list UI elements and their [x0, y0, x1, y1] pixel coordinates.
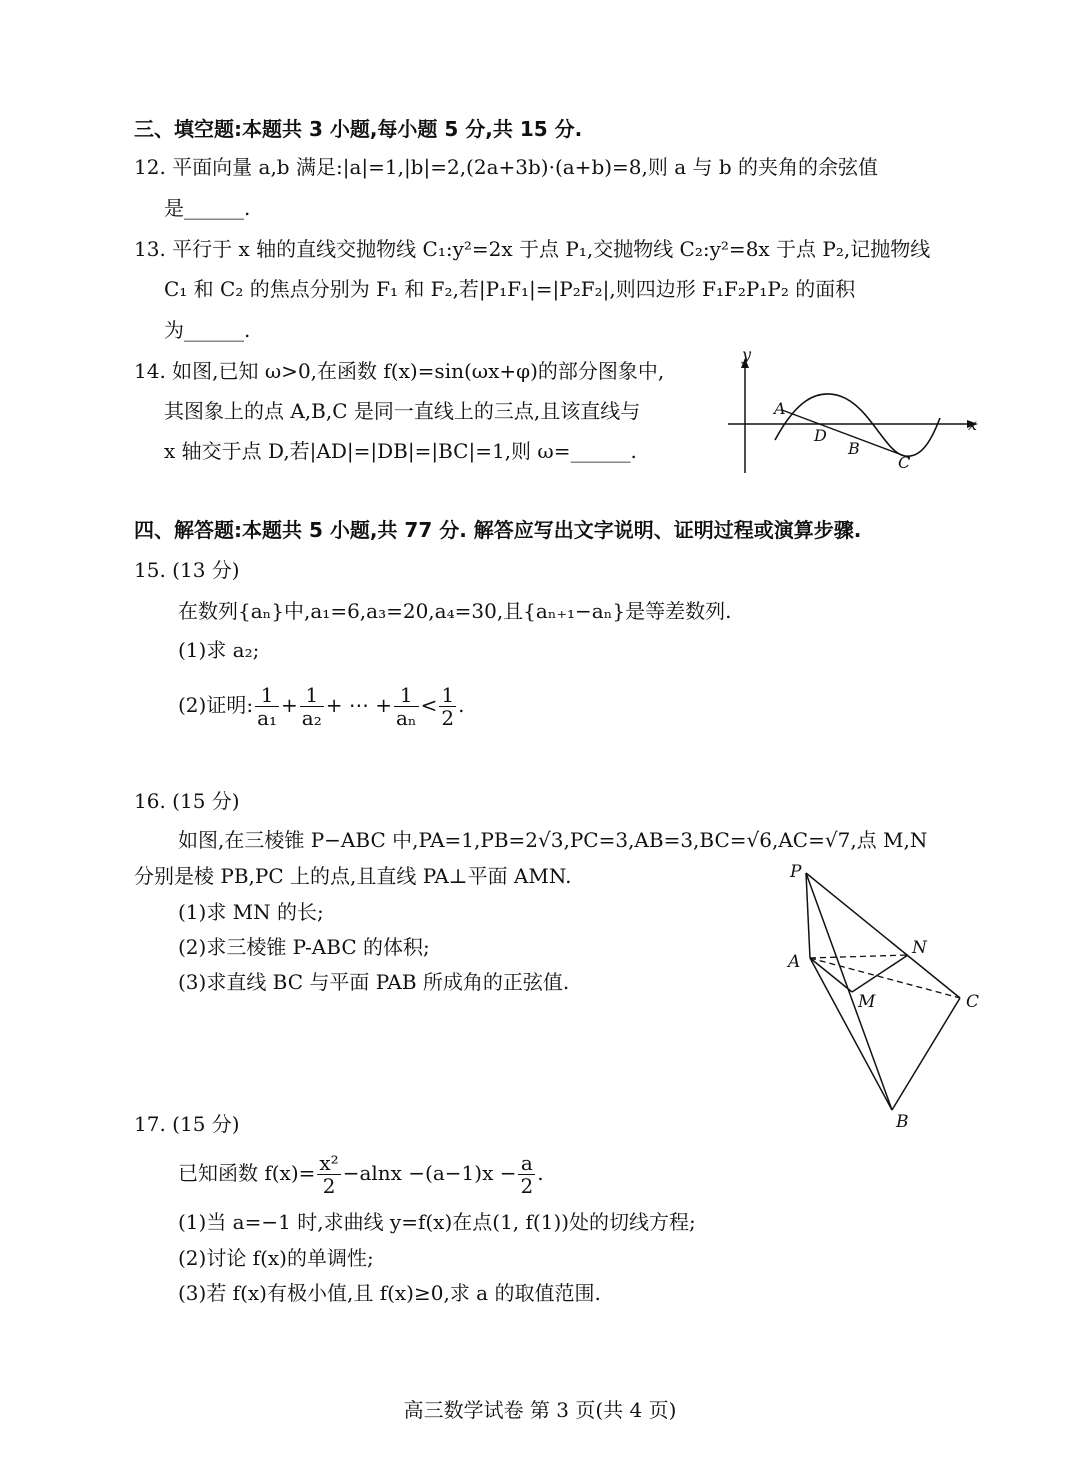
q16-pyramid-figure — [780, 855, 990, 1135]
q17-stem: 已知函数 f(x)= $\frac{\text{x²}}{2}$ −alnx −(a−1)x − $\frac{a}{2}$ . — [178, 1151, 544, 1198]
q13-line1: 13. 平行于 x 轴的直线交抛物线 C₁:y²=2x 于点 P₁,交抛物线 C₂:y²=8x 于点 P₂,记抛物线 — [134, 237, 931, 261]
q13-line2: C₁ 和 C₂ 的焦点分别为 F₁ 和 F₂,若|P₁F₁|=|P₂F₂|,则四边形 F₁F₂P₁P₂ 的面积 — [164, 277, 856, 301]
q13-line3: 为______. — [164, 318, 251, 342]
q14-line2: 其图象上的点 A,B,C 是同一直线上的三点,且该直线与 — [164, 399, 641, 423]
q15-title: 15. (13 分) — [134, 558, 240, 582]
fig14-label-y: y — [742, 348, 752, 364]
q15-part1: (1)求 a₂; — [178, 638, 260, 662]
q16-part3: (3)求直线 BC 与平面 PAB 所成角的正弦值. — [178, 970, 570, 994]
q14-line1: 14. 如图,已知 ω>0,在函数 f(x)=sin(ωx+φ)的部分图象中, — [134, 359, 665, 383]
fig16-label-B: B — [896, 1112, 909, 1132]
q12-line2: 是______. — [164, 196, 251, 220]
section4-header: 四、解答题:本题共 5 小题,共 77 分. 解答应写出文字说明、证明过程或演算步骤. — [134, 518, 862, 542]
fig16-label-A: A — [788, 952, 801, 972]
fig14-label-x: x — [968, 415, 978, 434]
q16-line2: 分别是棱 PB,PC 上的点,且直线 PA⊥平面 AMN. — [134, 864, 572, 888]
q16-part1: (1)求 MN 的长; — [178, 900, 324, 924]
q17-title: 17. (15 分) — [134, 1112, 240, 1136]
fig16-label-C: C — [966, 992, 980, 1012]
q14-sine-figure — [720, 348, 990, 478]
q14-line3: x 轴交于点 D,若|AD|=|DB|=|BC|=1,则 ω=______. — [164, 439, 637, 463]
q17-part1: (1)当 a=−1 时,求曲线 y=f(x)在点(1, f(1))处的切线方程; — [178, 1210, 696, 1234]
fig16-label-P: P — [790, 862, 802, 882]
q17-part3: (3)若 f(x)有极小值,且 f(x)≥0,求 a 的取值范围. — [178, 1281, 601, 1305]
fig14-label-A: A — [774, 399, 786, 418]
page-footer: 高三数学试卷 第 3 页(共 4 页) — [403, 1398, 677, 1422]
fig14-label-D: D — [814, 426, 827, 445]
q15-stem: 在数列{aₙ}中,a₁=6,a₃=20,a₄=30,且{aₙ₊₁−aₙ}是等差数列. — [178, 599, 732, 623]
fig14-label-B: B — [848, 439, 860, 458]
section3-header: 三、填空题:本题共 3 小题,每小题 5 分,共 15 分. — [134, 117, 583, 141]
q16-part2: (2)求三棱锥 P-ABC 的体积; — [178, 935, 430, 959]
q17-part2: (2)讨论 f(x)的单调性; — [178, 1246, 374, 1270]
q12-line1: 12. 平面向量 a,b 满足:|a|=1,|b|=2,(2a+3b)·(a+b)=8,则 a 与 b 的夹角的余弦值 — [134, 155, 879, 179]
q15-part2: (2)证明: $\frac{1}{\text{a₁}}$ + $\frac{1}{\text{a₂}}$ + ⋯ + $\frac{1}{\text{aₙ}}$ < $\frac{1}{2}$ . — [178, 683, 465, 730]
fig16-label-N: N — [912, 938, 927, 958]
fig16-label-M: M — [858, 992, 876, 1012]
fig14-label-C: C — [898, 453, 911, 472]
q16-line1: 如图,在三棱锥 P−ABC 中,PA=1,PB=2√3,PC=3,AB=3,BC=√6,AC=√7,点 M,N — [178, 828, 928, 852]
q16-title: 16. (15 分) — [134, 789, 240, 813]
